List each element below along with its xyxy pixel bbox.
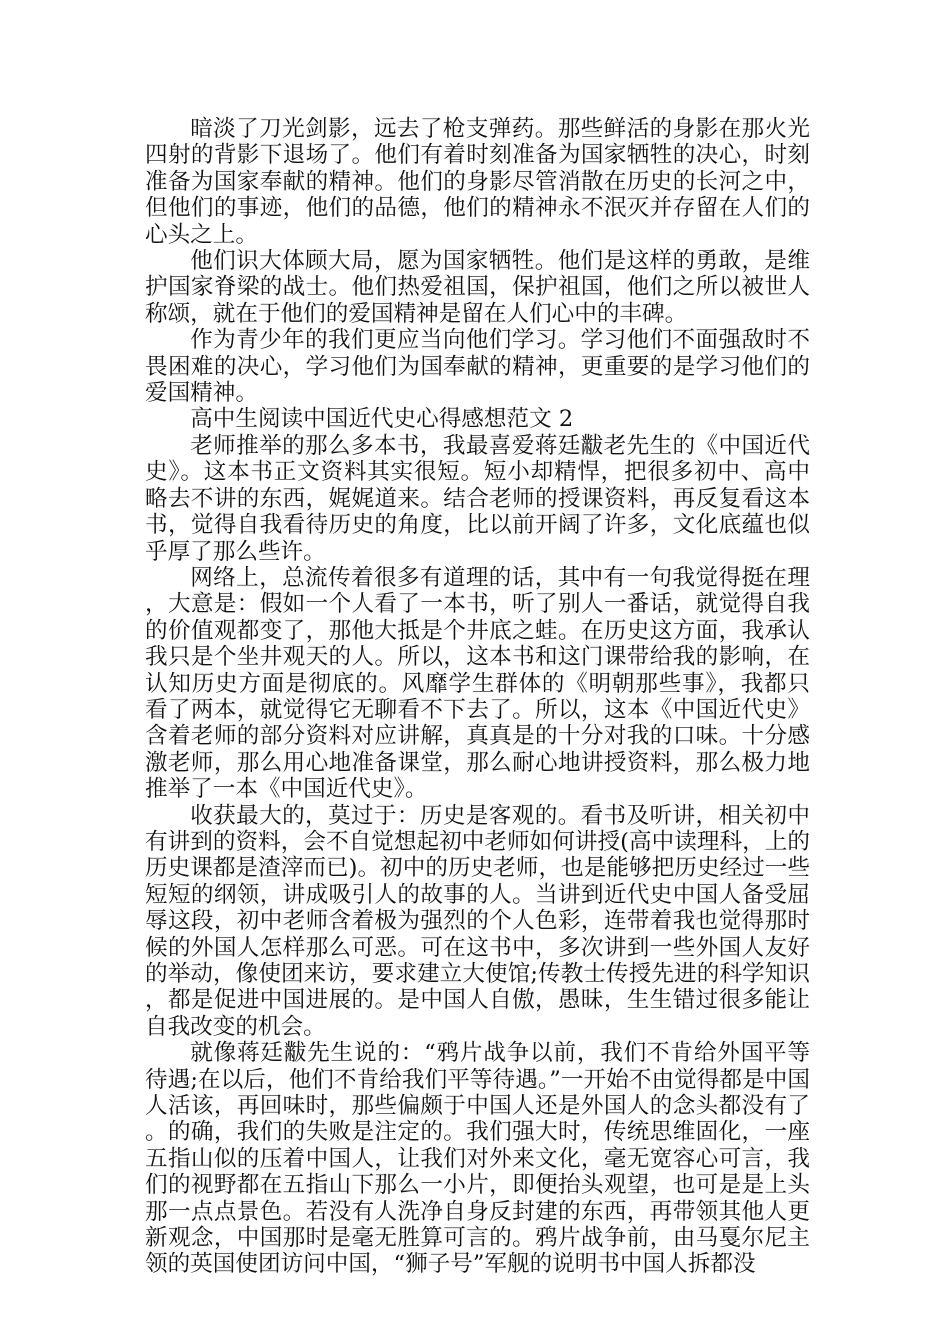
body-paragraph: 收获最大的，莫过于：历史是客观的。看书及听讲，相关初中有讲到的资料，会不自觉想起初中老师如何讲授(高中读理科，上的历史课都是渣滓而已)。初中的历史老师，也是能够把历史经过一些短短的纲领，讲成吸引人的故事的人。当讲到近代史中国人备受屈辱这段，初中老师含着极为强烈的个人色彩，连带着我也觉得那时候的外国人怎样那么可恶。可在这书中，多次讲到一些外国人友好的举动，像使团来访，要求建立大使馆;传教士传授先进的科学知识，都是促进中国进展的。是中国人自傲，愚昧，生生错过很多能让自我改变的机会。 [145,802,810,1040]
body-paragraph: 就像蒋廷黻先生说的：“鸦片战争以前，我们不肯给外国平等待遇;在以后，他们不肯给我们平等待遇。”一开始不由觉得都是中国人活该，再回味时，那些偏颇于中国人还是外国人的念头都没有了。的确，我们的失败是注定的。我们强大时，传统思维固化，一座五指山似的压着中国人，让我们对外来文化，毫无宽容心可言，我们的视野都在五指山下那么一小片，即便抬头观望，也可是是上头那一点点景色。若没有人洗净自身反封建的东西，再带领其他人更新观念，中国那时是毫无胜算可言的。鸦片战争前，由马戛尔尼主领的英国使团访问中国，“狮子号”军舰的说明书中国人拆都没 [145,1040,810,1278]
body-paragraph: 他们识大体顾大局，愿为国家牺牲。他们是这样的勇敢，是维护国家脊梁的战士。他们热爱祖国，保护祖国，他们之所以被世人称颂，就在于他们的爱国精神是留在人们心中的丰碑。 [145,248,810,327]
body-paragraph: 暗淡了刀光剑影，远去了枪支弹药。那些鲜活的身影在那火光四射的背影下退场了。他们有着时刻准备为国家牺牲的决心，时刻准备为国家奉献的精神。他们的身影尽管消散在历史的长河之中，但他们的事迹，他们的品德，他们的精神永不泯灭并存留在人们的心头之上。 [145,116,810,248]
body-paragraph: 网络上，总流传着很多有道理的话，其中有一句我觉得挺在理，大意是：假如一个人看了一本书，听了别人一番话，就觉得自我的价值观都变了，那他大抵是个井底之蛙。在历史这方面，我承认我只是个坐井观天的人。所以，这本书和这门课带给我的影响，在认知历史方面是彻底的。风靡学生群体的《明朝那些事》，我都只看了两本，就觉得它无聊看不下去了。所以，这本《中国近代史》含着老师的部分资料对应讲解，真真是的十分对我的口味。十分感激老师，那么用心地准备课堂，那么耐心地讲授资料，那么极力地推举了一本《中国近代史》。 [145,564,810,803]
body-paragraph: 作为青少年的我们更应当向他们学习。学习他们不面强敌时不畏困难的决心，学习他们为国奉献的精神，更重要的是学习他们的爱国精神。 [145,327,810,407]
section-title: 高中生阅读中国近代史心得感想范文 2 [190,406,574,433]
document-page [145,116,810,1278]
body-paragraph: 老师推举的那么多本书，我最喜爱蒋廷黻老先生的《中国近代史》。这本书正文资料其实很短。短小却精悍，把很多初中、高中略去不讲的东西，娓娓道来。结合老师的授课资料，再反复看这本书，觉得自我看待历史的角度，比以前开阔了许多，文化底蕴也似乎厚了那么些许。 [145,432,810,565]
